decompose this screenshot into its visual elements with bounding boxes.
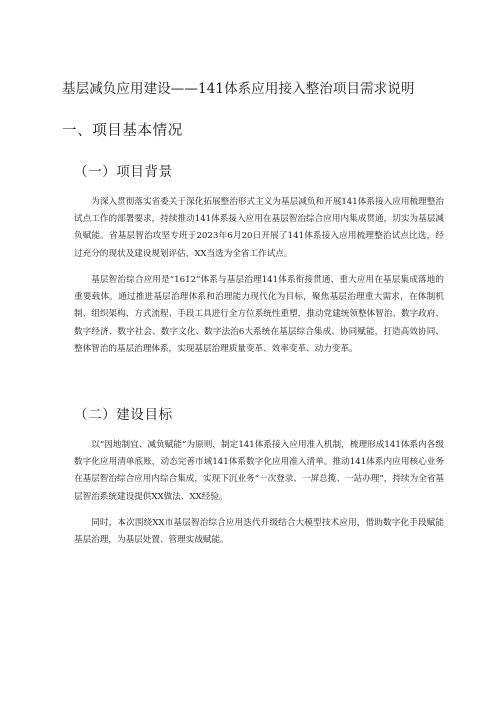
subsection-heading-background: （一）项目背景 [74,164,173,180]
section-heading-basic-info: 一、项目基本情况 [62,123,183,139]
goals-paragraph-1: 以“因地制宜、减负赋能”为原则，制定141体系接入应用准入机制，梳理形成141体系内各级数字化应用清单底账，动态完善市域141体系数字化应用准入清单。推动141体系内应用核心业务在基层智治综合应用内综合集成，实现下沉业务“一次登录、一屏总揽、一站办理”，持续为全省基层智治系统建设提供XX做法、XX经验。 [74,440,444,502]
background-paragraph-1: 为深入贯彻落实省委关于深化拓展整治形式主义为基层减负和开展141体系接入应用梳理整治试点工作的部署要求，持续推动141体系接入应用在基层智治综合应用内集成贯通，切实为基层减负赋能。省基层智治攻坚专班于2023年6月20日开展了141体系接入应用梳理整治试点比选，经过充分的现状及建设规划评估，XX当选为全省工作试点。 [74,197,444,259]
background-paragraph-2: 基层智治综合应用是“1612”体系与基层治理141体系衔接贯通、重大应用在基层集成落地的重要载体。通过推进基层治理体系和治理能力现代化为目标，聚焦基层治理重大需求，在体制机制、组织架构、方式流程、手段工具进行全方位系统性重塑，推动党建统领整体智治、数字政府、数字经济、数字社会、数字文化、数字法治6大系统在基层综合集成、协同赋能，打造高效协同、整体智治的基层治理体系，实现基层治理质量变革、效率变革、动力变革。 [74,275,444,354]
subsection-heading-goals: （二）建设目标 [74,407,173,423]
goals-paragraph-2: 同时，本次围绕XX市基层智治综合应用迭代升级结合大模型技术应用，借助数字化手段赋能基层治理，为基层处置、管理实战赋能。 [74,518,444,546]
document-title: 基层减负应用建设——141体系应用接入整治项目需求说明 [62,81,415,97]
